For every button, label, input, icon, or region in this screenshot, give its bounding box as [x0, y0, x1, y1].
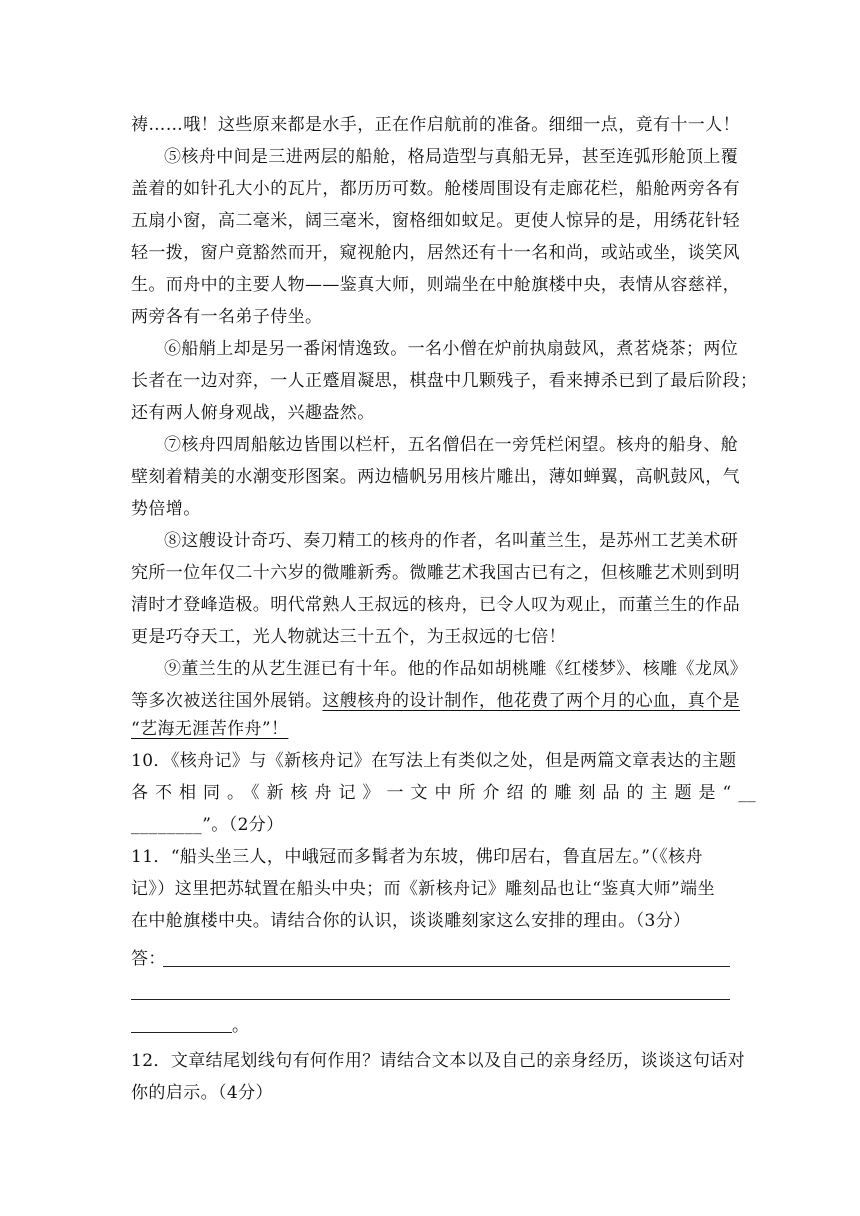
question-10-line — [131, 814, 731, 836]
paragraph-9-line: ⑨董兰生的从艺生涯已有十年。他的作品如胡桃雕《红楼梦》、核雕《龙凤》 — [164, 659, 748, 679]
question-text: 各不相同。《新核舟记》一文中所介绍的雕刻品的主题是“ — [131, 783, 739, 803]
question-12: 12．文章结尾划线句有何作用？请结合文本以及自己的亲身经历，谈谈这句话对 — [131, 1051, 746, 1071]
paragraph-8-line: ⑧这艘设计奇巧、奏刀精工的核舟的作者，名叫董兰生，是苏州工艺美术研 — [164, 531, 739, 551]
text-line — [131, 690, 741, 712]
text-line: 祷……哦！这些原来都是水手，正在作启航前的准备。细细一点，竟有十一人！ — [131, 115, 740, 135]
answer-line[interactable] — [131, 999, 730, 1000]
answer-line[interactable] — [131, 1032, 232, 1033]
answer-blank[interactable]: ________ — [131, 815, 203, 835]
text-line: 究所一位年仅二十六岁的微雕新秀。微雕艺术我国古已有之，但核雕艺术则到明 — [131, 563, 740, 583]
question-10-line — [131, 782, 757, 804]
paragraph-6-line: ⑥船艄上却是另一番闲情逸致。一名小僧在炉前执扇鼓风，煮茗烧茶；两位 — [164, 339, 739, 359]
question-11-line: 记》）这里把苏轼置在船头中央；而《新核舟记》雕刻品也让“鉴真大师”端坐 — [131, 879, 715, 899]
underlined-sentence: 这艘核舟的设计制作，他花费了两个月的心血，真个是 — [322, 691, 741, 711]
text-line: 轻一拨，窗户竟豁然而开，窥视舱内，居然还有十一名和尚，或站或坐，谈笑风 — [131, 243, 740, 263]
text-line: 清时才登峰造极。明代常熟人王叔远的核舟，已令人叹为观止，而董兰生的作品 — [131, 595, 740, 615]
question-11: 11．“船头坐三人，中峨冠而多髯者为东坡，佛印居右，鲁直居左。”（《核舟 — [131, 847, 703, 867]
text-line: 盖着的如针孔大小的瓦片，都历历可数。舱楼周围设有走廊花栏，船舱两旁各有 — [131, 179, 740, 199]
text-line: 还有两人俯身观战，兴趣盎然。 — [131, 403, 375, 423]
question-text: ”。（2分） — [202, 815, 284, 835]
text-line: 长者在一边对弈，一人正蹙眉凝思，棋盘中几颗残子，看来搏杀已到了最后阶段； — [131, 371, 758, 391]
text-line: 壁刻着精美的水潮变形图案。两边樯帆另用核片雕出，薄如蝉翼，高帆鼓风，气 — [131, 467, 740, 487]
question-10: 10．《核舟记》与《新核舟记》在写法上有类似之处，但是两篇文章表达的主题 — [131, 751, 737, 771]
text-line — [131, 718, 731, 740]
question-12-line: 你的启示。（4分） — [131, 1083, 273, 1103]
text-line: 势倍增。 — [131, 499, 201, 519]
answer-label: 答： — [131, 949, 166, 969]
text-line: 两旁各有一名弟子侍坐。 — [131, 307, 323, 327]
period: 。 — [232, 1016, 250, 1036]
plain-text: 等多次被送往国外展销。 — [131, 691, 323, 711]
text-line: 生。而舟中的主要人物——鉴真大师，则端坐在中舱旗楼中央，表情从容慈祥， — [131, 275, 740, 295]
paragraph-5-line: ⑤核舟中间是三进两层的船舱，格局造型与真船无异，甚至连弧形舱顶上覆 — [164, 147, 739, 167]
answer-line[interactable] — [163, 966, 730, 967]
answer-blank[interactable]: __ — [738, 783, 757, 803]
underlined-sentence-end: “艺海无涯苦作舟”！ — [131, 719, 289, 739]
paragraph-7-line: ⑦核舟四周船舷边皆围以栏杆，五名僧侣在一旁凭栏闲望。核舟的船身、舱 — [164, 435, 739, 455]
question-11-line: 在中舱旗楼中央。请结合你的认识，谈谈雕刻家这么安排的理由。（3分） — [131, 911, 691, 931]
text-line: 五扇小窗，高二毫米，阔三毫米，窗格细如蚊足。更使人惊异的是，用绣花针轻 — [131, 211, 740, 231]
text-line: 更是巧夺天工，光人物就达三十五个，为王叔远的七倍！ — [131, 627, 566, 647]
